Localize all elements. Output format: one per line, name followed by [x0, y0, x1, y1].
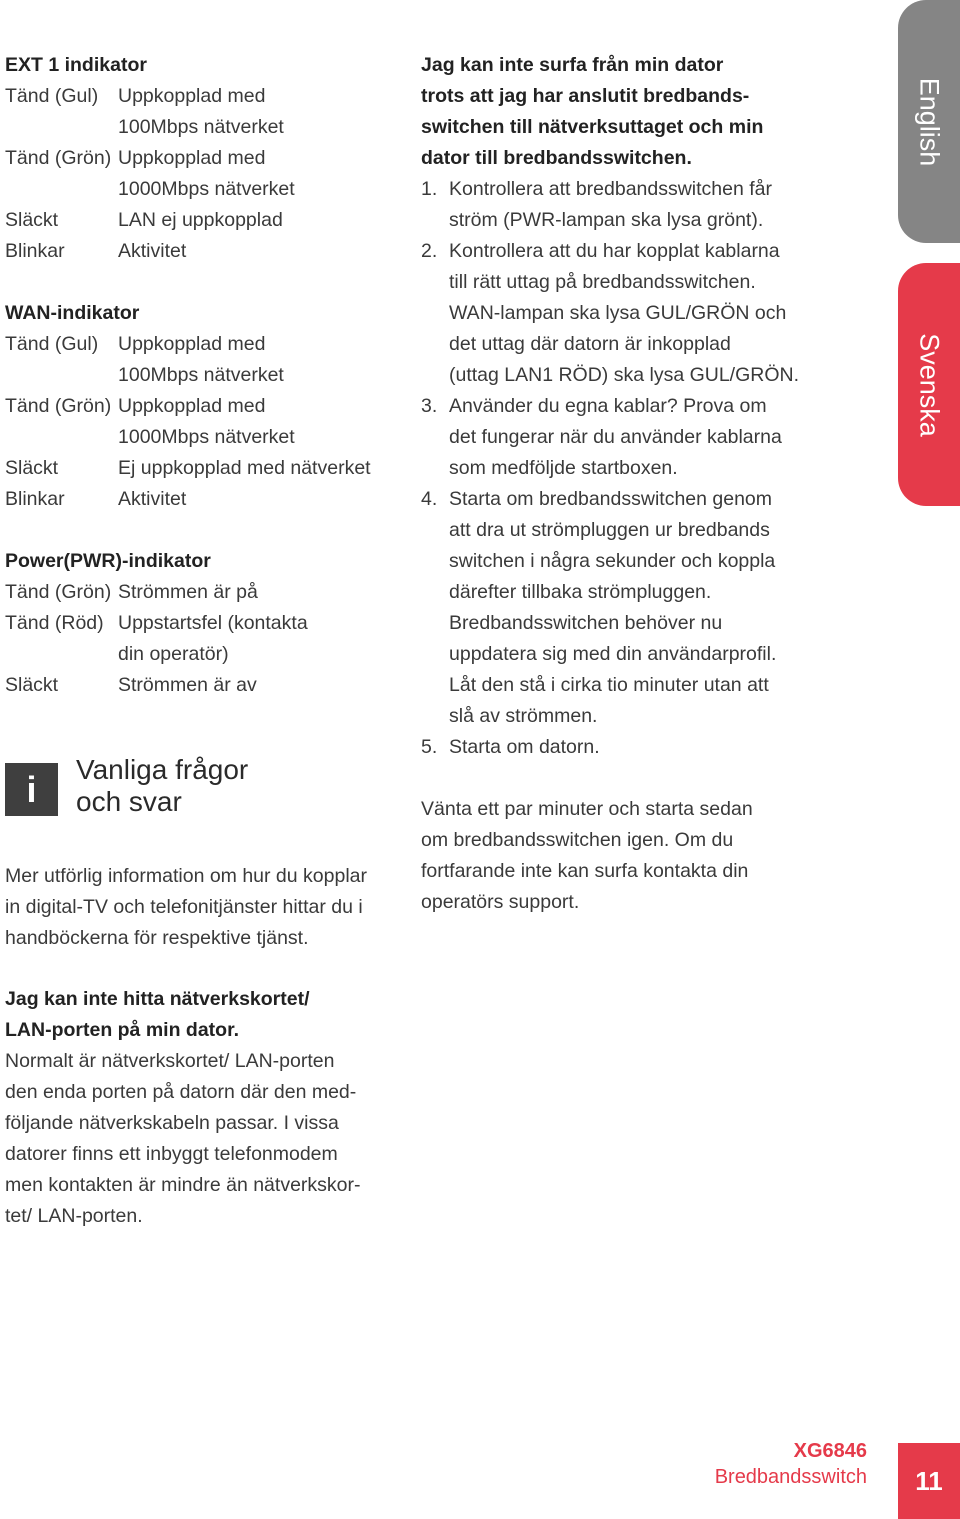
table-row: 100Mbps nätverket: [118, 364, 284, 386]
question-heading: dator till bredbandsswitchen.: [421, 147, 692, 169]
tab-label: Svenska: [914, 332, 945, 437]
left-column: [5, 50, 405, 701]
product-description: Bredbandsswitch: [714, 1466, 867, 1488]
faq-question-network-card: Jag kan inte hitta nätverkskortet/ LAN-porten på min dator. Normalt är nätverkskortet/ LAN-porten den enda porten på datorn där den med- följande nätverkskabeln passar. I vissa datorer finns ett inbyggt telefonmodem men kontakten är mindre än nätverkskor- tet/ LAN-porten.: [5, 984, 405, 1232]
table-row: Blinkar Aktivitet: [5, 240, 187, 262]
pwr-indicator-table: [5, 577, 405, 701]
wan-indicator-table: [5, 329, 405, 515]
ext-indicator-heading: EXT 1 indikator: [5, 54, 147, 76]
table-row: Tänd (Gul) Uppkopplad med: [5, 333, 266, 355]
table-row: 100Mbps nätverket: [118, 116, 284, 138]
faq-title: [76, 754, 248, 818]
list-item: 4. Starta om bredbandsswitchen genom att dra ut strömpluggen ur bredbands switchen i några sekunder och koppla därefter tillbaka strömpluggen. Bredbandsswitchen behöver nu uppdatera sig med din användarprofil. Låt den stå i cirka tio minuter utan att slå av strömmen.: [421, 488, 777, 727]
table-row: Tänd (Grön) Strömmen är på: [5, 581, 258, 603]
tab-english[interactable]: [898, 0, 960, 243]
list-item: 3. Använder du egna kablar? Prova om det fungerar när du använder kablarna som medföljde startboxen.: [421, 395, 782, 479]
list-item: 2. Kontrollera att du har kopplat kablarna till rätt uttag på bredbandsswitchen. WAN-lampan ska lysa GUL/GRÖN och det uttag där datorn är inkopplad (uttag LAN1 RÖD) ska lysa GUL/GRÖN.: [421, 240, 800, 386]
question-heading: Jag kan inte surfa från min dator: [421, 54, 724, 76]
page-number: 11: [898, 1443, 960, 1519]
question-heading: switchen till nätverksuttaget och min: [421, 116, 764, 138]
table-row: 1000Mbps nätverket: [118, 178, 295, 200]
table-row: Släckt Strömmen är av: [5, 674, 257, 696]
table-row: Tänd (Gul) Uppkopplad med: [5, 85, 266, 107]
table-row: Släckt Ej uppkopplad med nätverket: [5, 457, 371, 479]
product-model: XG6846: [793, 1440, 867, 1462]
table-row: Tänd (Grön) Uppkopplad med: [5, 147, 266, 169]
table-row: Släckt LAN ej uppkopplad: [5, 209, 283, 231]
tab-label: English: [914, 77, 945, 166]
faq-title-line: och svar: [76, 786, 182, 817]
table-row: Tänd (Röd) Uppstartsfel (kontakta: [5, 612, 308, 634]
table-row: Tänd (Grön) Uppkopplad med: [5, 395, 266, 417]
closing-paragraph: Vänta ett par minuter och starta sedan om bredbandsswitchen igen. Om du fortfarande inte kan surfa kontakta din operatörs support.: [421, 798, 753, 913]
question-heading: Jag kan inte hitta nätverkskortet/: [5, 988, 310, 1010]
question-heading: LAN-porten på min dator.: [5, 1019, 239, 1041]
ext-indicator-table: [5, 81, 405, 267]
list-item: 5. Starta om datorn.: [421, 736, 600, 758]
question-heading: trots att jag har anslutit bredbands-: [421, 85, 750, 107]
pwr-indicator-heading: Power(PWR)-indikator: [5, 550, 211, 572]
faq-title-line: Vanliga frågor: [76, 754, 249, 785]
right-column: [421, 50, 861, 918]
wan-indicator-heading: WAN-indikator: [5, 302, 140, 324]
tab-svenska[interactable]: [898, 263, 960, 506]
list-item: 1. Kontrollera att bredbandsswitchen får ström (PWR-lampan ska lysa grönt).: [421, 178, 773, 231]
table-row: 1000Mbps nätverket: [118, 426, 295, 448]
info-icon: i: [5, 763, 58, 816]
troubleshooting-steps: [421, 174, 861, 763]
more-info-paragraph: Mer utförlig information om hur du kopplar in digital-TV och telefonitjänster hittar du i handböckerna för respektive tjänst.: [5, 865, 367, 949]
table-row: din operatör): [118, 643, 229, 665]
table-row: Blinkar Aktivitet: [5, 488, 187, 510]
